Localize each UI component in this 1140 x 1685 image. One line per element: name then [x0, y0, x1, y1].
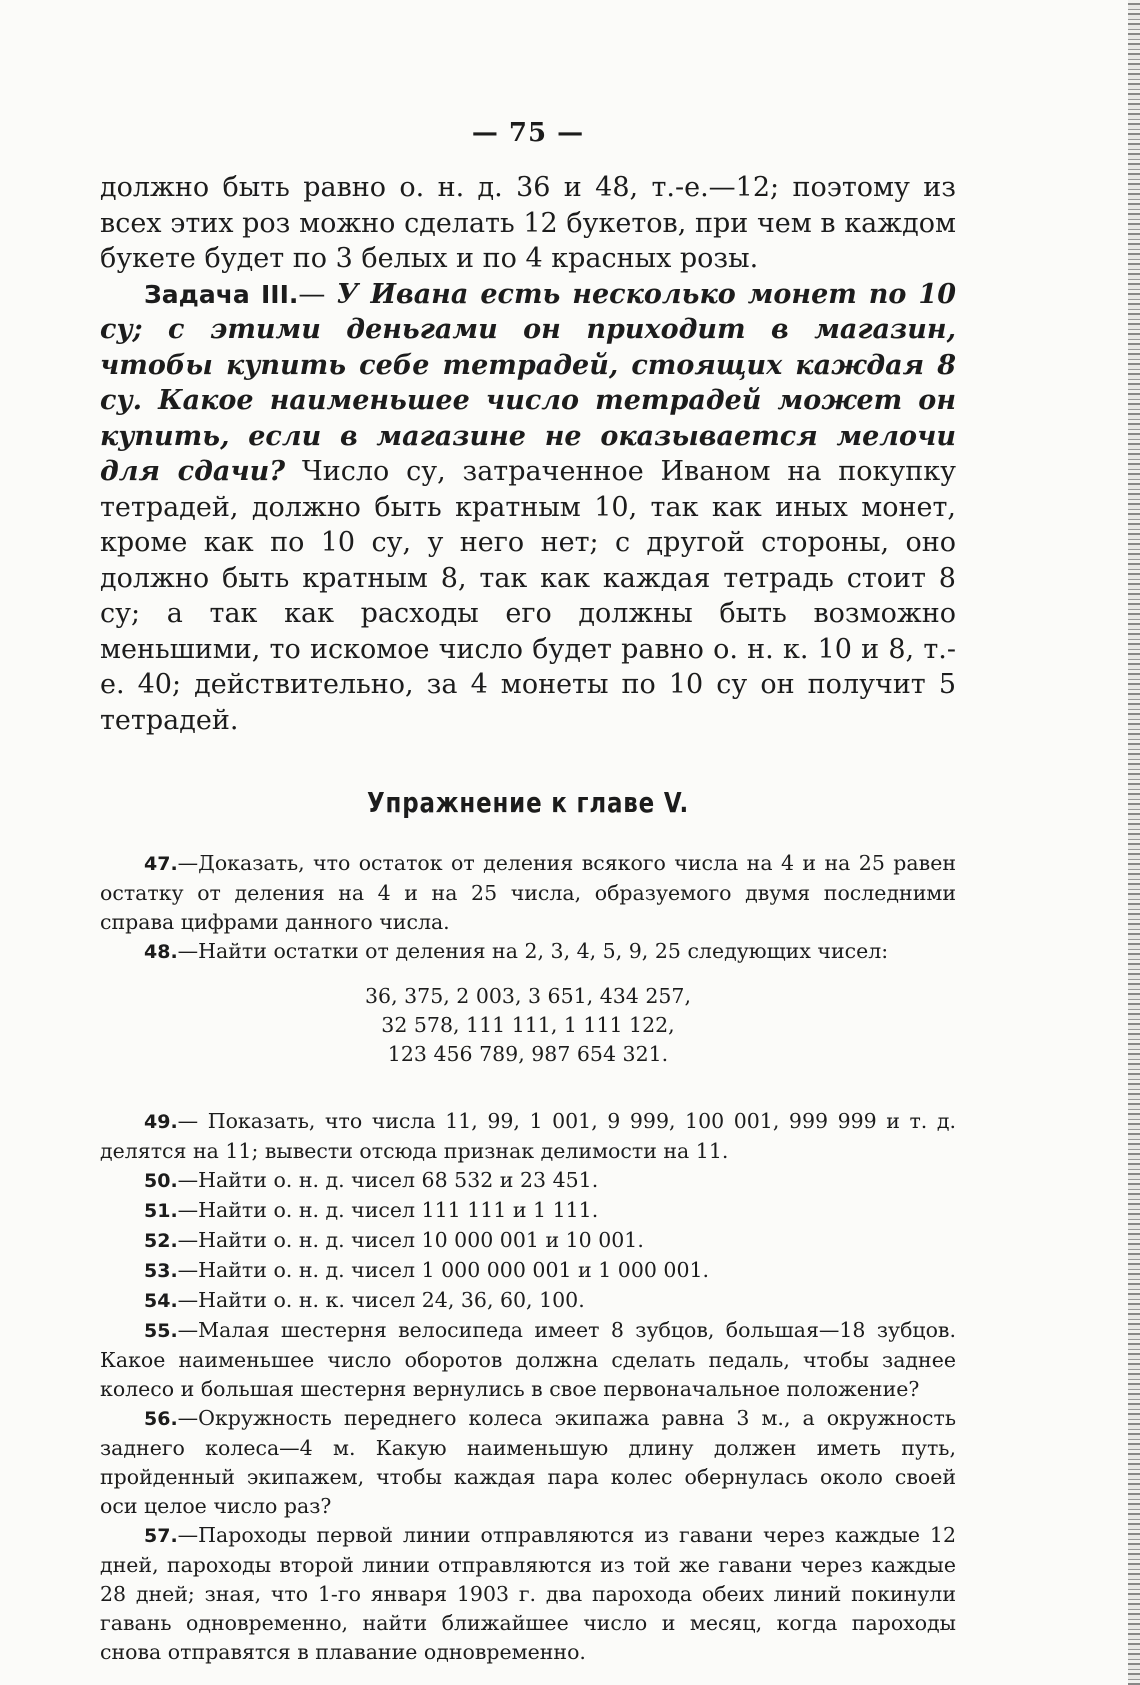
task-dash: — [298, 278, 337, 310]
page-number: — 75 — [471, 118, 585, 148]
number-line: 36, 375, 2 003, 3 651, 434 257, [364, 984, 691, 1008]
exercise-number: 47. [144, 853, 178, 875]
exercise-text: —Найти о. н. д. чисел 10 000 001 и 10 001. [177, 1228, 644, 1252]
paragraph-continuation: должно быть равно о. н. д. 36 и 48, т.-е.—12; поэтому из всех этих роз можно сделать 12 букетов, при чем в каждом букете будет по 3 белых и по 4 красных розы. [100, 172, 956, 274]
book-page [100, 118, 956, 1667]
number-line: 32 578, 111 111, 1 111 122, [381, 1013, 675, 1037]
task-statement: У Ивана есть несколько монет по 10 су; с этими деньгами он приходит в магазин, чтобы купить себе тетрадей, стоящих каждая 8 су. Какое наименьшее число тетрадей может он купить, если в магазине не оказывается мелочи для сдачи? [100, 278, 956, 487]
exercise-number: 56. [144, 1408, 178, 1430]
exercise-53 [100, 1256, 956, 1286]
exercise-56 [100, 1404, 956, 1521]
exercise-57 [100, 1521, 956, 1667]
exercise-text: —Доказать, что остаток от деления всякого числа на 4 и на 25 равен остатку от деления на 4 и на 25 числа, образуемого двумя последними справа цифрами данного числа. [100, 851, 956, 934]
exercise-number: 52. [144, 1230, 178, 1252]
task-solution: Число су, затраченное Иваном на покупку тетрадей, должно быть кратным 10, так как иных монет, кроме как по 10 су, у него нет; с другой стороны, оно должно быть кратным 8, так как каждая тетрадь стоит 8 су; а так как расходы его должны быть возможно меньшими, то искомое число будет равно о. н. к. 10 и 8, т.-е. 40; действительно, за 4 монеты по 10 су он получит 5 тетрадей. [100, 456, 957, 736]
exercise-49 [100, 1107, 956, 1166]
number-list [100, 982, 956, 1069]
exercise-48 [100, 937, 956, 967]
exercise-number: 51. [144, 1200, 178, 1222]
exercise-text: —Пароходы первой линии отправляются из гавани через каждые 12 дней, пароходы второй линии отправляются из той же гавани через каждые 28 дней; зная, что 1-го января 1903 г. два парохода обеих линий покинули гавань одновременно, найти ближайшее число и месяц, когда пароходы снова отправятся в плавание одновременно. [100, 1523, 956, 1664]
task-label: Задача III. [144, 279, 299, 309]
exercise-number: 55. [144, 1320, 178, 1342]
exercise-47 [100, 849, 956, 937]
exercise-number: 48. [144, 941, 178, 963]
exercise-text: —Найти о. н. д. чисел 68 532 и 23 451. [177, 1168, 599, 1192]
exercise-number: 50. [144, 1170, 178, 1192]
exercise-text: —Найти остатки от деления на 2, 3, 4, 5, 9, 25 следующих чисел: [177, 939, 889, 963]
exercise-55 [100, 1316, 956, 1404]
exercise-52 [100, 1226, 956, 1256]
task-paragraph [100, 277, 956, 739]
exercise-51 [100, 1196, 956, 1226]
exercise-text: —Окружность переднего колеса экипажа равна 3 м., а окружность заднего колеса—4 м. Какую наименьшую длину должен иметь путь, пройденный экипажем, чтобы каждая пара колес обернулась около своей оси целое число раз? [100, 1406, 956, 1518]
exercise-number: 54. [144, 1290, 178, 1312]
exercise-50 [100, 1166, 956, 1196]
exercise-number: 49. [144, 1111, 178, 1133]
exercise-text: —Найти о. н. к. чисел 24, 36, 60, 100. [177, 1288, 585, 1312]
section-heading: Упражнение к главе V. [366, 786, 690, 819]
exercise-text: —Найти о. н. д. чисел 111 111 и 1 111. [177, 1198, 599, 1222]
page-edge-scan-artifact [1128, 0, 1140, 1685]
exercise-text: —Малая шестерня велосипеда имеет 8 зубцов, большая—18 зубцов. Какое наименьшее число оборотов должна сделать педаль, чтобы заднее колесо и большая шестерня вернулись в свое первоначальное положение? [100, 1318, 956, 1401]
exercise-text: — Показать, что числа 11, 99, 1 001, 9 999, 100 001, 999 999 и т. д. делятся на 11; вывести отсюда признак делимости на 11. [100, 1109, 956, 1163]
exercise-number: 57. [144, 1525, 178, 1547]
exercise-text: —Найти о. н. д. чисел 1 000 000 001 и 1 000 001. [177, 1258, 710, 1282]
number-line: 123 456 789, 987 654 321. [387, 1042, 669, 1066]
exercise-number: 53. [144, 1260, 178, 1282]
exercise-54 [100, 1286, 956, 1316]
